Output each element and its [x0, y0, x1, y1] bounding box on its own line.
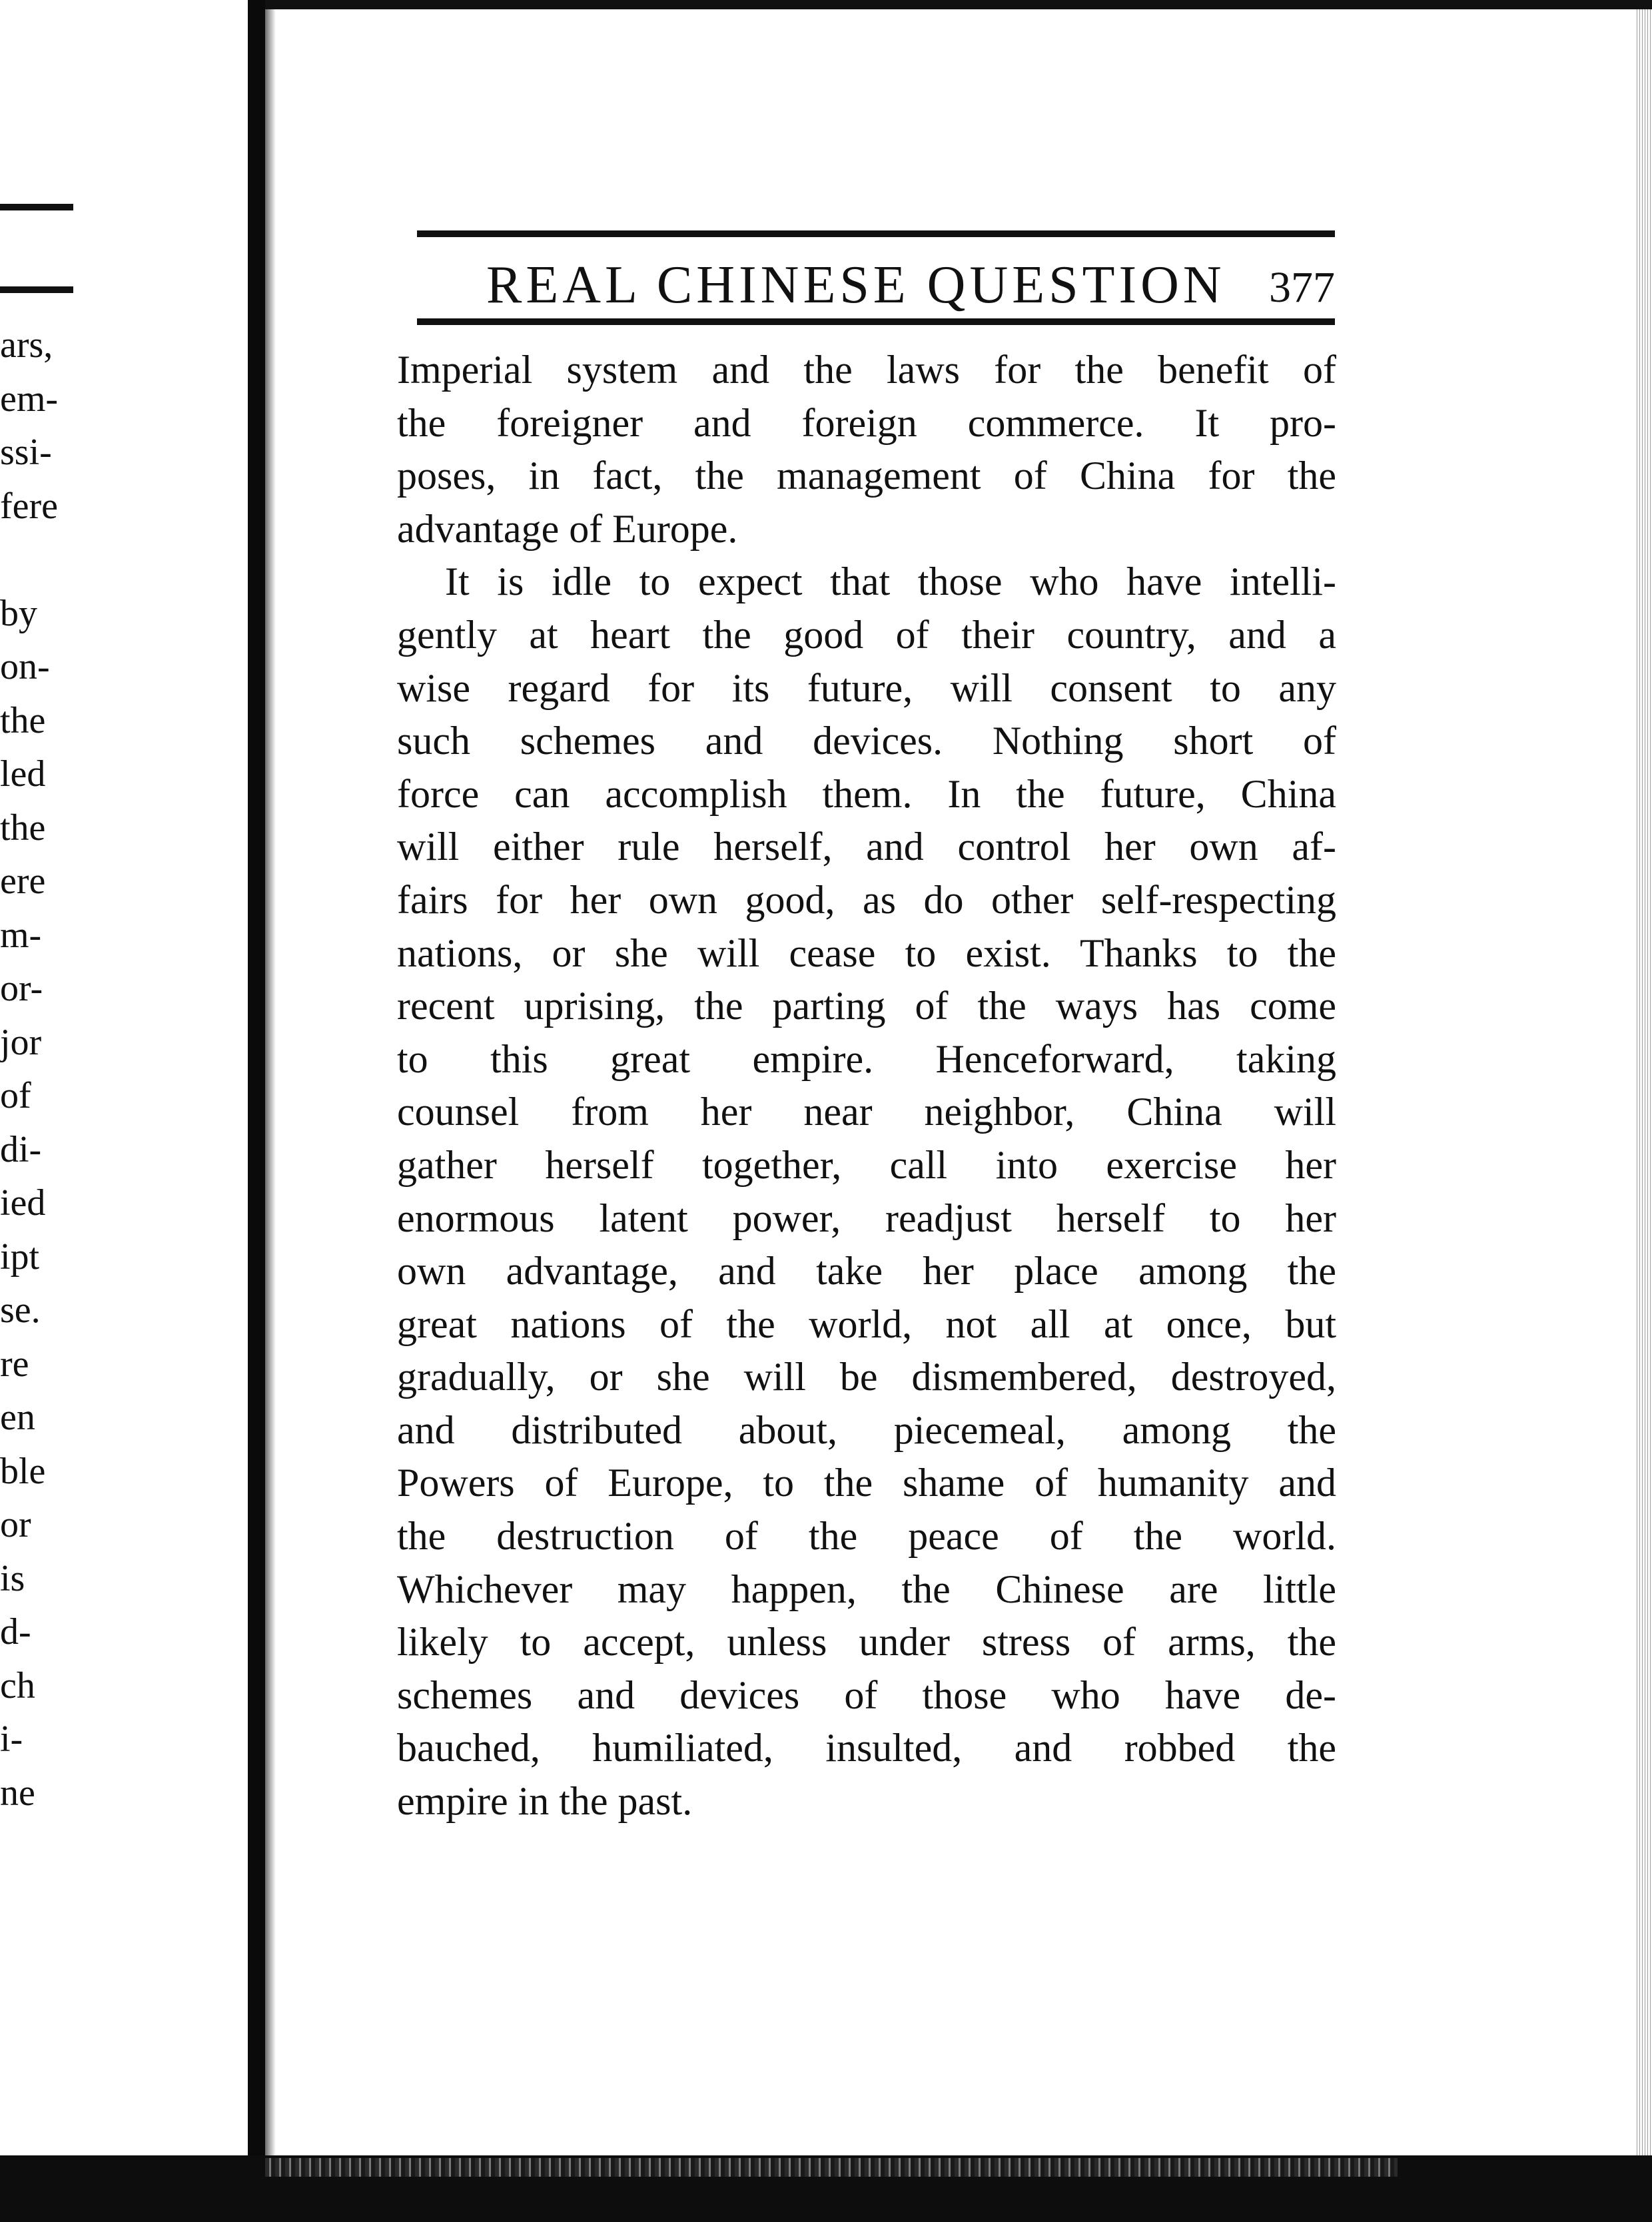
- facing-page-line: en: [0, 1397, 35, 1438]
- text-line: recent uprising, the parting of the ways has come: [397, 984, 1336, 1028]
- running-head: [417, 230, 1335, 336]
- text-line: such schemes and devices. Nothing short of: [397, 719, 1336, 763]
- facing-page-line: ble: [0, 1450, 46, 1492]
- facing-page-line: ipt: [0, 1236, 40, 1278]
- facing-page-line: the: [0, 807, 46, 849]
- facing-page-line: by: [0, 592, 37, 634]
- facing-page-line: ssi-: [0, 432, 52, 473]
- head-rule-bottom: [417, 318, 1335, 325]
- text-line: great nations of the world, not all at once, but: [397, 1301, 1336, 1346]
- gutter-shadow: [265, 0, 276, 2222]
- text-line: to this great empire. Henceforward, taking: [397, 1036, 1336, 1081]
- text-line: Imperial system and the laws for the benefit of: [397, 348, 1336, 392]
- text-line: the foreigner and foreign commerce. It pro-: [397, 400, 1336, 445]
- facing-page-line: em-: [0, 378, 59, 420]
- text-line: schemes and devices of those who have de-: [397, 1672, 1336, 1717]
- body-text: [397, 344, 1336, 1828]
- text-line: wise regard for its future, will consent to any: [397, 665, 1336, 710]
- text-line: counsel from her near neighbor, China will: [397, 1090, 1336, 1134]
- text-line: Whichever may happen, the Chinese are little: [397, 1567, 1336, 1611]
- page-edges: [1635, 9, 1652, 2155]
- facing-page-line: d-: [0, 1611, 31, 1653]
- text-line: own advantage, and take her place among the: [397, 1249, 1336, 1294]
- text-line: fairs for her own good, as do other self-respecting: [397, 877, 1336, 922]
- facing-page-line: [0, 533, 80, 587]
- facing-page-rule: [0, 204, 73, 210]
- text-line: will either rule herself, and control her own af-: [397, 825, 1336, 869]
- text-line: force can accomplish them. In the future, China: [397, 771, 1336, 816]
- text-line: It is idle to expect that those who have intelli-: [445, 559, 1336, 604]
- facing-page-line: fere: [0, 485, 59, 527]
- page-title: REAL CHINESE QUESTION: [486, 256, 1226, 314]
- top-scan-edge: [265, 0, 1652, 9]
- facing-page-rule: [0, 286, 73, 293]
- facing-page-line: i-: [0, 1718, 23, 1760]
- facing-page-line: is: [0, 1557, 25, 1599]
- facing-page-line: ars,: [0, 324, 53, 366]
- text-line: advantage of Europe.: [397, 506, 738, 551]
- text-line: Powers of Europe, to the shame of humanity and: [397, 1461, 1336, 1505]
- facing-page-line: ied: [0, 1182, 46, 1224]
- page-number: 377: [1269, 263, 1335, 312]
- facing-page-line: m-: [0, 914, 42, 956]
- facing-page-line: di-: [0, 1128, 42, 1170]
- head-rule-top: [417, 230, 1335, 237]
- text-line: empire in the past.: [397, 1779, 693, 1824]
- facing-page-line: the: [0, 699, 46, 741]
- text-line: the destruction of the peace of the world.: [397, 1514, 1336, 1559]
- facing-page-line: or-: [0, 968, 43, 1009]
- bottom-edge-texture: [265, 2158, 1398, 2177]
- book-gutter: [248, 0, 265, 2222]
- text-line: poses, in fact, the management of China for the: [397, 454, 1336, 498]
- facing-page-line: ne: [0, 1772, 35, 1814]
- text-line: bauched, humiliated, insulted, and robbed the: [397, 1726, 1336, 1770]
- text-line: gently at heart the good of their country, and a: [397, 612, 1336, 657]
- text-line: enormous latent power, readjust herself to her: [397, 1196, 1336, 1240]
- facing-page-text: [0, 318, 80, 1820]
- text-line: gather herself together, call into exercise her: [397, 1142, 1336, 1187]
- text-line: gradually, or she will be dismembered, destroyed,: [397, 1355, 1336, 1399]
- text-line: likely to accept, unless under stress of arms, the: [397, 1620, 1336, 1665]
- text-line: and distributed about, piecemeal, among the: [397, 1407, 1336, 1452]
- facing-page-line: or: [0, 1504, 31, 1545]
- facing-page-line: jor: [0, 1021, 42, 1063]
- facing-page-line: of: [0, 1075, 31, 1116]
- facing-page-line: on-: [0, 646, 50, 687]
- text-line: nations, or she will cease to exist. Thanks to the: [397, 930, 1336, 975]
- facing-page-line: re: [0, 1343, 29, 1385]
- facing-page: [0, 0, 248, 2222]
- facing-page-line: ere: [0, 861, 46, 902]
- facing-page-line: se.: [0, 1290, 41, 1331]
- facing-page-line: ch: [0, 1665, 35, 1706]
- facing-page-line: led: [0, 753, 46, 795]
